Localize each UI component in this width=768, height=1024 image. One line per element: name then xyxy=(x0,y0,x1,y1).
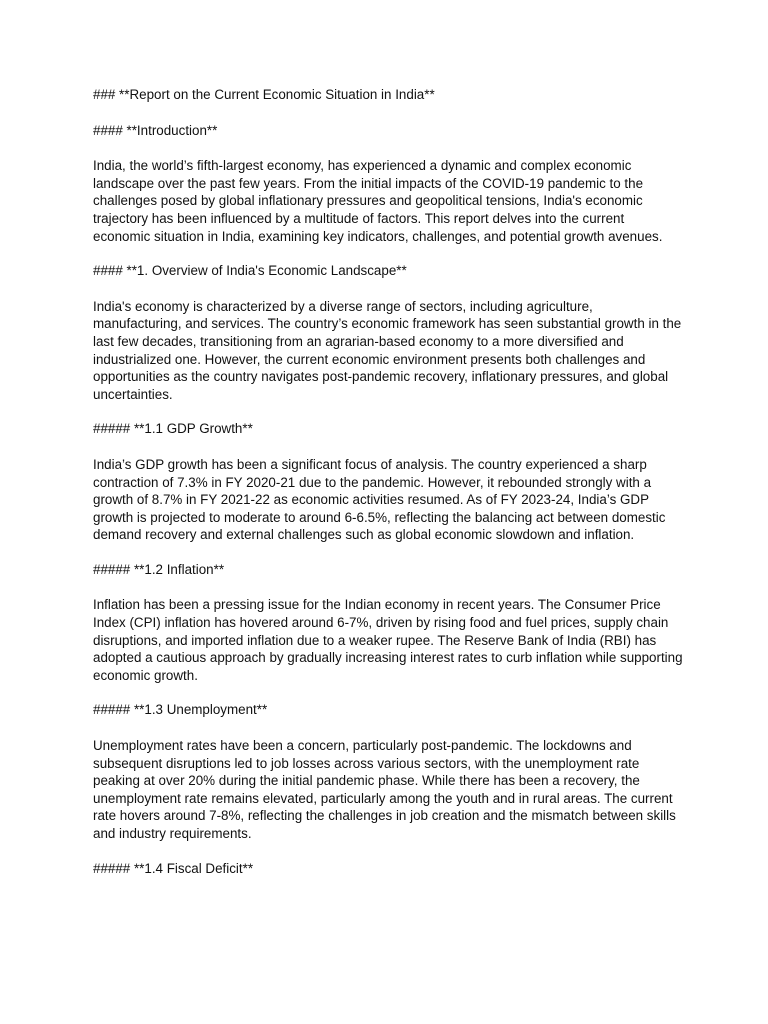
inflation-heading: ##### **1.2 Inflation** xyxy=(93,561,225,577)
report-title: ### **Report on the Current Economic Situation in India** xyxy=(93,87,435,102)
unemployment-paragraph: Unemployment rates have been a concern, particularly post-pandemic. The lockdowns and subsequent disruptions led to job losses across various sectors, with the unemployment rate peaking at over 20% during the initial pandemic phase. While there has been a recovery, the unemployment rate remains elevated, particularly among the youth and in rural areas. The current rate hovers around 7-8%, reflecting the challenges in job creation and the mismatch between skills and industry requirements. xyxy=(93,738,676,841)
introduction-paragraph: India, the world’s fifth-largest economy, has experienced a dynamic and complex economic landscape over the past few years. From the initial impacts of the COVID-19 pandemic to the challenges posed by global inflationary pressures and geopolitical tensions, India's economic trajectory has been influenced by a multitude of factors. This report delves into the current economic situation in India, examining key indicators, challenges, and potential growth avenues. xyxy=(93,158,663,244)
inflation-paragraph: Inflation has been a pressing issue for the Indian economy in recent years. The Consumer Price Index (CPI) inflation has hovered around 6-7%, driven by rising food and fuel prices, supply chain disruptions, and imported inflation due to a weaker rupee. The Reserve Bank of India (RBI) has adopted a cautious approach by gradually increasing interest rates to curb inflation while supporting economic growth. xyxy=(93,597,683,683)
fiscal-deficit-heading: ##### **1.4 Fiscal Deficit** xyxy=(93,860,254,876)
section-1-heading: #### **1. Overview of India's Economic Landscape** xyxy=(93,263,407,279)
gdp-growth-paragraph: India’s GDP growth has been a significant focus of analysis. The country experienced a sharp contraction of 7.3% in FY 2020-21 due to the pandemic. However, it rebounded strongly with a growth of 8.7% in FY 2021-22 as economic activities resumed. As of FY 2023-24, India’s GDP growth is projected to moderate to around 6-6.5%, reflecting the balancing act between domestic demand recovery and external challenges such as global economic slowdown and inflation. xyxy=(93,456,666,543)
unemployment-heading: ##### **1.3 Unemployment** xyxy=(93,702,268,718)
gdp-growth-heading: ##### **1.1 GDP Growth** xyxy=(93,421,253,437)
section-1-paragraph: India's economy is characterized by a diverse range of sectors, including agriculture, manufacturing, and services. The country’s economic framework has seen substantial growth in the last few decades, transitioning from an agrarian-based economy to a more diversified and industrialized one. However, the current economic environment presents both challenges and opportunities as the country navigates post-pandemic recovery, inflationary pressures, and global uncertainties. xyxy=(93,298,682,402)
introduction-heading: #### **Introduction** xyxy=(93,122,218,138)
document-body xyxy=(93,86,683,895)
